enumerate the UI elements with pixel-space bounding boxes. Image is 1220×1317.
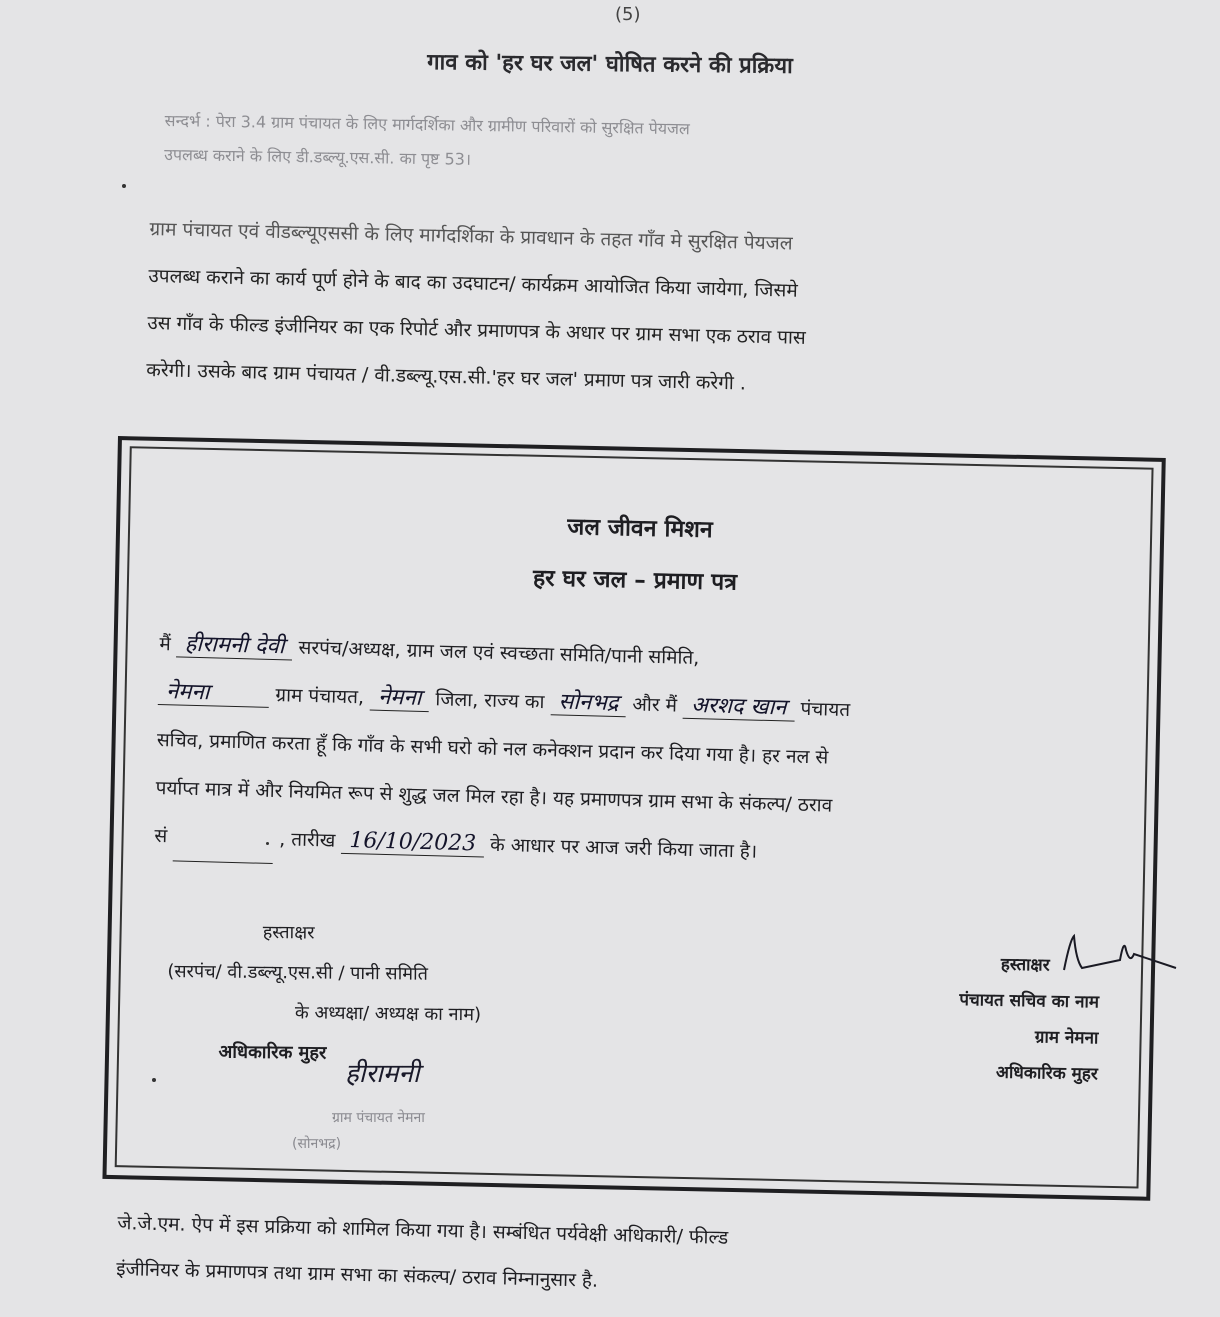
text-g: के आधार पर आज जरी किया जाता है। [489, 833, 758, 863]
left-seal-label: अधिकारिक मुहर [218, 1041, 327, 1064]
right-seal-label: अधिकारिक मुहर [995, 1062, 1098, 1085]
closing-line: जे.जे.एम. ऐप में इस प्रक्रिया को शामिल किया गया है। सम्बंधित पर्यवेक्षी अधिकारी/ फील्ड [117, 1211, 729, 1249]
intro-paragraph [146, 206, 1060, 415]
text-a: सरपंच/अध्यक्ष, ग्राम जल एवं स्वच्छता समिति/पानी समिति, [298, 636, 700, 670]
resolution-prefix: सं [154, 824, 168, 848]
document-heading: गाव को 'हर घर जल' घोषित करने की प्रक्रिया [427, 50, 793, 79]
left-stamp-line-1: ग्राम पंचायत नेमना [332, 1110, 425, 1126]
left-signature-name-label: के अध्यक्षा/ अध्यक्ष का नाम) [294, 1002, 482, 1026]
text-d: और मैं [632, 693, 678, 717]
date-field: 16/10/2023 [341, 828, 484, 858]
left-signature-label: हस्ताक्षर [262, 921, 315, 944]
certificate-line-3: सचिव, प्रमाणित करता हूँ कि गाँव के सभी घरो को नल कनेक्शन प्रदान कर दिया गया है। हर नल से [156, 728, 829, 769]
secretary-name-field: अरशद खान [683, 693, 795, 722]
closing-paragraph [116, 1200, 1038, 1314]
resolution-number-blank [173, 812, 274, 864]
closing-line: इंजीनियर के प्रमाणपत्र तथा ग्राम सभा का संकल्प/ ठराव निम्नानुसार है. [116, 1257, 599, 1292]
left-stamp-line-2: (सोनभद्र) [292, 1136, 342, 1152]
text-f: , तारीख [278, 828, 336, 852]
intro-line: करेगी। उसके बाद ग्राम पंचायत / वी.डब्ल्यू.एस.सी.'हर घर जल' प्रमाण पत्र जारी करेगी . [146, 358, 747, 395]
sarpanch-name-field: हीरामनी देवी [176, 631, 292, 660]
text-b: ग्राम पंचायत, [275, 684, 365, 709]
intro-line: उपलब्ध कराने का कार्य पूर्ण होने के बाद का उदघाटन/ कार्यक्रम आयोजित किया जायेगा, जिसमे [148, 264, 798, 302]
reference-line-1: सन्दर्भ : पेरा 3.4 ग्राम पंचायत के लिए मार्गदर्शिका और ग्रामीण परिवारों को सुरक्षित पेयजल [164, 110, 690, 139]
district-field: सोनभद्र [550, 689, 627, 717]
text-e: पंचायत [800, 697, 851, 722]
right-signature-village: ग्राम नेमना [1034, 1027, 1099, 1049]
prefix-main: मैं [159, 632, 172, 656]
page-number: (5) [615, 4, 641, 25]
left-stamp [292, 1050, 520, 1160]
speck [152, 1078, 156, 1082]
speck [122, 184, 126, 188]
certificate-line-4: पर्याप्त मात्र में और नियमित रूप से शुद्ध जल मिल रहा है। यह प्रमाणपत्र ग्राम सभा के संकल्प/ ठराव [155, 776, 833, 817]
village-field: नेमना [158, 679, 270, 708]
right-signature-name-label: पंचायत सचिव का नाम [959, 990, 1100, 1013]
reference-note [164, 104, 1035, 186]
left-handwritten-signature: हीरामनी [345, 1059, 420, 1089]
text-c: जिला, राज्य का [435, 688, 545, 714]
gram-panchayat-field: नेमना [370, 685, 430, 713]
certificate-body [154, 620, 1120, 886]
intro-line: उस गाँव के फील्ड इंजीनियर का एक रिपोर्ट और प्रमाणपत्र के अधार पर ग्राम सभा एक ठराव पास [147, 311, 807, 349]
speck [266, 842, 269, 845]
intro-line: ग्राम पंचायत एवं वीडब्ल्यूएससी के लिए मार्गदर्शिका के प्रावधान के तहत गाँव मे सुरक्षित पेयजल [149, 217, 793, 255]
certificate-subtitle: हर घर जल – प्रमाण पत्र [532, 565, 738, 596]
left-signature-role: (सरपंच/ वी.डब्ल्यू.एस.सी / पानी समिति [167, 960, 429, 985]
reference-line-2: उपलब्ध कराने के लिए डी.डब्ल्यू.एस.सी. का पृष्ट 53। [164, 144, 472, 169]
certificate-title: जल जीवन मिशन [567, 514, 713, 544]
right-signature-label: हस्ताक्षर [1000, 954, 1050, 976]
right-signature-block [897, 945, 1099, 1092]
